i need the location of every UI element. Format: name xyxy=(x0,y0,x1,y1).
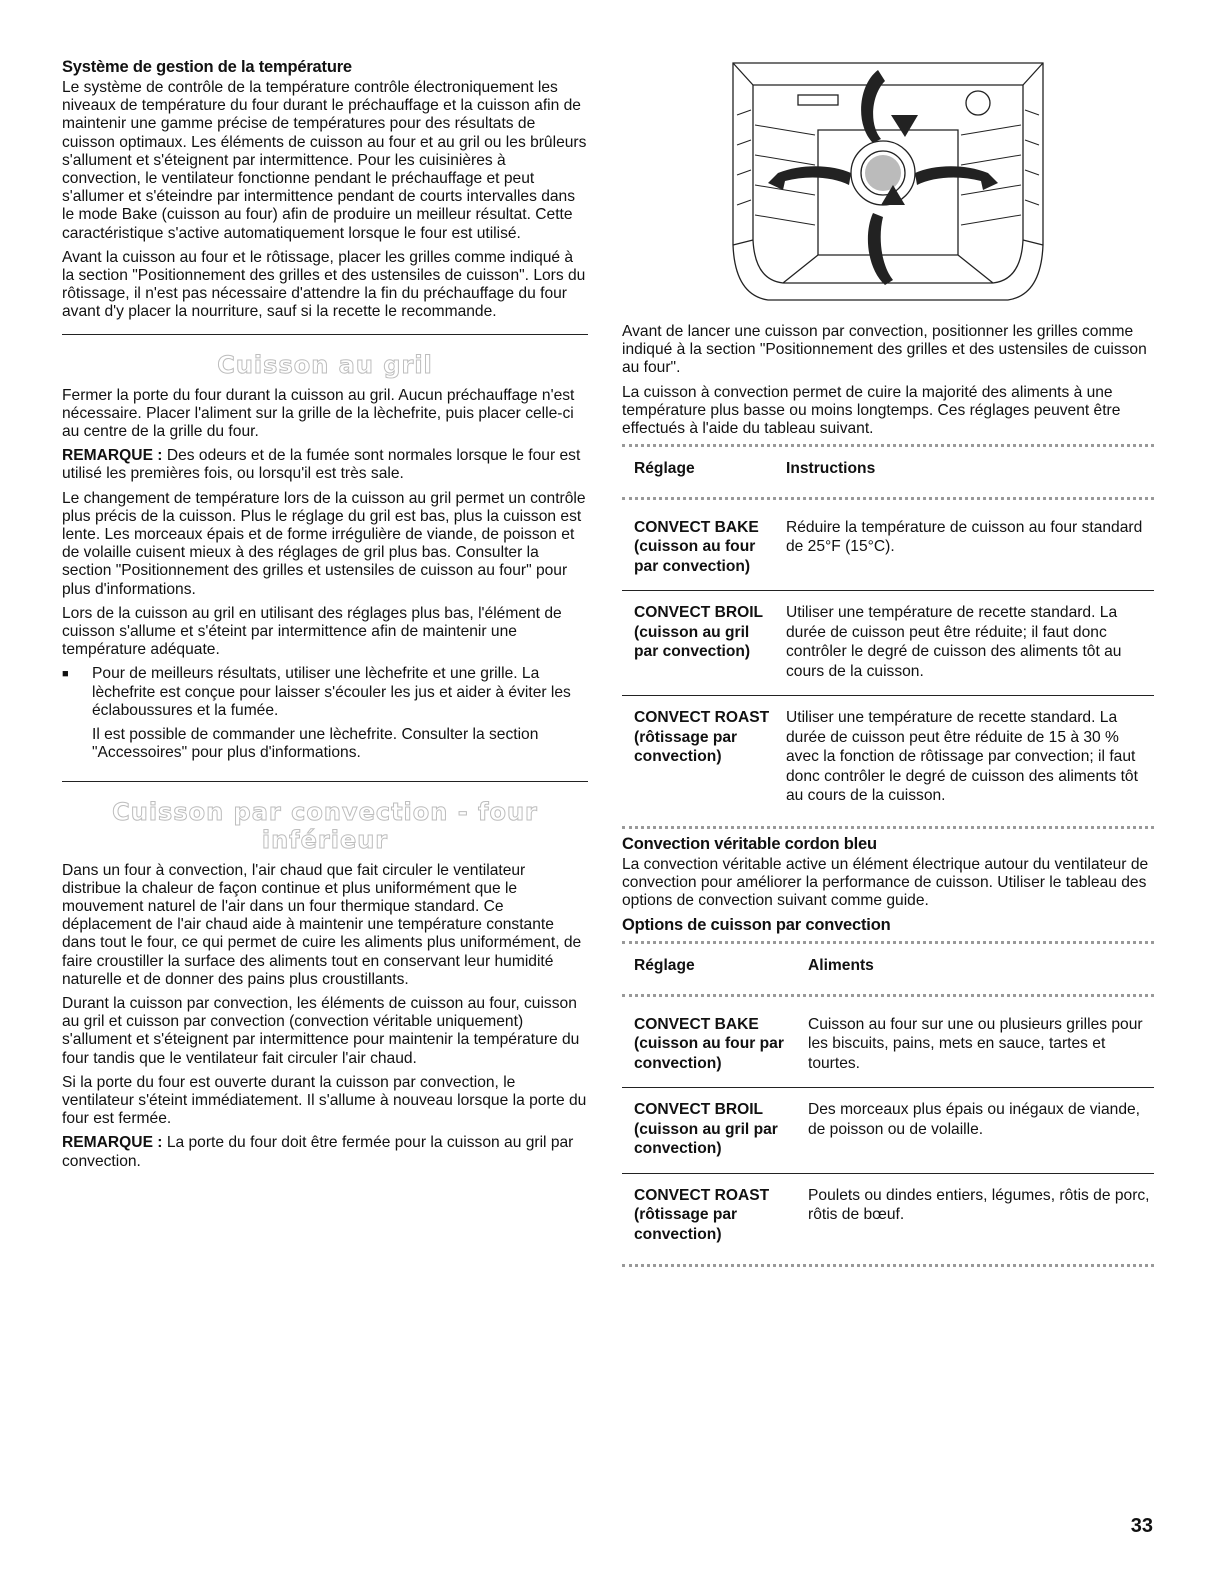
table-cell-text: Cuisson au four sur une ou plusieurs grilles pour les biscuits, pains, mets en sauce, tartes et tourtes. xyxy=(808,1015,1143,1072)
table-header-row xyxy=(622,453,1154,491)
section-divider xyxy=(62,334,588,335)
oven-convection-airflow-illustration xyxy=(723,55,1053,305)
table-header-instructions: Instructions xyxy=(786,460,876,478)
convection-intro-paragraph-2: La cuisson à convection permet de cuire la majorité des aliments à une température plus basse ou moins longtemps. Ces réglages peuvent être effectués à l'aide du tableau suivant. xyxy=(622,383,1121,438)
broil-bullet xyxy=(62,665,588,768)
broil-paragraph-2: Le changement de température lors de la cuisson au gril permet un contrôle plus précis de la cuisson. Plus le réglage du gril est bas, plus la cuisson est lente. Les morceaux épais et de forme irrégulière de viande, de poisson et de volaille cuisent mieux à des réglages de gril plus bas. Consulter la section "Positionnement des grilles et ustensiles de cuisson au four" pour plus d'informations. xyxy=(62,489,586,598)
convection-intro-paragraph-1: Avant de lancer une cuisson par convection, positionner les grilles comme indiqué à la section "Positionnement des grilles et des ustensiles de cuisson au four". xyxy=(622,323,1147,377)
table-header-setting: Réglage xyxy=(634,957,695,975)
temperature-system-paragraph-2: Avant la cuisson au four et le rôtissage, placer les grilles comme indiqué à la section "Positionnement des grilles et des ustensiles de cuisson". Lors du rôtissage, il n'est pas nécessaire d'attendre la fin du préchauffage du four avant d'y placer la nourriture, sauf si la recette le recommande. xyxy=(62,248,586,321)
table-cell-setting: CONVECT BAKE (cuisson au four par convection) xyxy=(634,518,759,575)
broil-section-title: Cuisson au gril xyxy=(217,350,433,379)
table-header-setting: Réglage xyxy=(634,460,695,478)
bullet-square-icon: ■ xyxy=(62,668,69,681)
convection-options-heading: Options de cuisson par convection xyxy=(622,916,891,935)
section-divider xyxy=(62,781,588,782)
table-cell-text: Des morceaux plus épais ou inégaux de viande, de poisson ou de volaille. xyxy=(796,1088,1154,1174)
oven-airflow-icon xyxy=(723,55,1053,305)
left-column xyxy=(62,58,588,1177)
table-row xyxy=(622,696,1154,820)
table-cell-text: Poulets ou dindes entiers, légumes, rôtis de porc, rôtis de bœuf. xyxy=(796,1173,1154,1258)
table-cell-setting: CONVECT BROIL (cuisson au gril par convection) xyxy=(622,591,774,696)
table-bottom-border xyxy=(622,826,1154,829)
convection-paragraph-3: Si la porte du four est ouverte durant la cuisson par convection, le ventilateur s'éteint immédiatement. Il s'allume à nouveau lorsque la porte du four est fermée. xyxy=(62,1073,587,1128)
convection-paragraph-1: Dans un four à convection, l'air chaud que fait circuler le ventilateur distribue la chaleur de façon continue et plus uniformément que le mouvement naturel de l'air dans un four thermique standard. Ce déplacement de l'air chaud aide à maintenir une température constante dans tout le four, ce qui permet de cuire les aliments plus uniformément, de faire croustiller la surface des aliments tout en conservant leur humidité naturelle et de donner des pains plus croustillants. xyxy=(62,861,582,988)
table-cell-text: Utiliser une température de recette standard. La durée de cuisson peut être réduite de 15 à 30 % avec la fonction de rôtissage par convection; il faut donc contrôler le degré de cuisson des aliments tôt au cours de la cuisson. xyxy=(774,696,1154,820)
table-top-border xyxy=(622,444,1154,447)
table-row xyxy=(622,506,1154,591)
broil-bullet-text: Pour de meilleurs résultats, utiliser une lèchefrite et une grille. La lèchefrite est conçue pour laisser s'écouler les jus et aider à éviter les éclaboussures et la fumée. xyxy=(92,665,571,719)
table-row xyxy=(622,1003,1154,1088)
table-header-foods: Aliments xyxy=(808,957,874,975)
broil-note-label: REMARQUE : xyxy=(62,447,163,465)
table-row xyxy=(622,1173,1154,1258)
convection-settings-table xyxy=(622,453,1154,491)
broil-paragraph-3: Lors de la cuisson au gril en utilisant des réglages plus bas, l'élément de cuisson s'allume et s'éteint par intermittence afin de maintenir une température adéquate. xyxy=(62,604,562,659)
convection-options-table-body xyxy=(622,1003,1154,1259)
true-convection-paragraph: La convection véritable active un élément électrique autour du ventilateur de convection pour améliorer la performance de cuisson. Utiliser le tableau des options de convection suivant comme guide. xyxy=(622,855,1149,910)
table-cell-setting: CONVECT BROIL (cuisson au gril par convection) xyxy=(622,1088,796,1174)
convection-options-table xyxy=(622,950,1154,988)
table-cell-setting: CONVECT ROAST (rôtissage par convection) xyxy=(622,1173,796,1258)
temperature-system-paragraph-1: Le système de contrôle de la température contrôle électroniquement les niveaux de température du four durant le préchauffage et la cuisson afin de maintenir une gamme précise de températures pour des résultats de cuisson optimaux. Les éléments de cuisson au four et au gril ou les brûleurs s'allument et s'éteignent par intermittence. Pour les cuisinières à convection, le ventilateur fonctionne pendant le préchauffage et peut s'allumer et s'éteindre par intermittence pendant de courts intervalles dans le mode Bake (cuisson au four) afin de produire un meilleur résultat. Cette caractéristique s'active automatiquement lorsque le four est utilisé. xyxy=(62,79,587,242)
convection-paragraph-2: Durant la cuisson par convection, les éléments de cuisson au four, cuisson au gril et cuisson par convection (convection véritable uniquement) s'allument et s'éteignent par intermittence pour maintenir la température du four tandis que le ventilateur fait circuler l'air chaud. xyxy=(62,994,580,1067)
table-header-border xyxy=(622,497,1154,500)
broil-bullet-text-2: Il est possible de commander une lèchefrite. Consulter la section "Accessoires" pour plus d'informations. xyxy=(92,726,539,762)
table-header-border xyxy=(622,994,1154,997)
broil-note-text: Des odeurs et de la fumée sont normales lorsque le four est utilisé les premières fois, ou lorsqu'il est très sale. xyxy=(62,447,581,483)
table-cell-setting: CONVECT BAKE (cuisson au four par convection) xyxy=(634,1015,784,1072)
table-top-border xyxy=(622,941,1154,944)
table-row xyxy=(622,591,1154,696)
table-header-row xyxy=(622,950,1154,988)
convection-note-text: La porte du four doit être fermée pour la cuisson au gril par convection. xyxy=(62,1134,574,1170)
convection-note xyxy=(62,1134,588,1170)
convection-section-title: Cuisson par convection - four inférieur xyxy=(112,797,538,854)
convection-settings-table-body xyxy=(622,506,1154,820)
page-number: 33 xyxy=(1130,1515,1153,1537)
table-cell-text: Réduire la température de cuisson au four standard de 25°F (15°C). xyxy=(786,518,1143,556)
broil-paragraph-1: Fermer la porte du four durant la cuisson au gril. Aucun préchauffage n'est nécessaire. Placer l'aliment sur la grille de la lèchefrite, puis placer celle-ci au centre de la grille du four. xyxy=(62,386,575,441)
right-column xyxy=(622,55,1154,1273)
temperature-system-heading: Système de gestion de la température xyxy=(62,58,352,76)
table-cell-text: Utiliser une température de recette standard. La durée de cuisson peut être réduite; il faut donc contrôler le degré de cuisson des aliments tôt au cours de la cuisson. xyxy=(774,591,1154,696)
true-convection-heading: Convection véritable cordon bleu xyxy=(622,834,877,853)
convection-note-label: REMARQUE : xyxy=(62,1134,163,1152)
table-row xyxy=(622,1088,1154,1174)
broil-note xyxy=(62,447,588,483)
table-bottom-border xyxy=(622,1264,1154,1267)
table-cell-setting: CONVECT ROAST (rôtissage par convection) xyxy=(622,696,774,820)
